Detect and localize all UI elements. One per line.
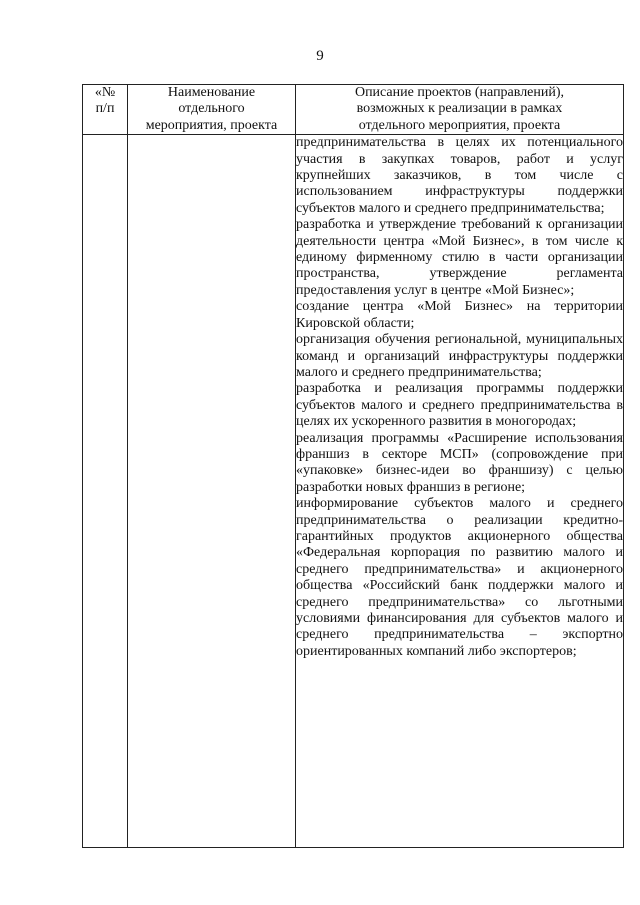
header-name-line: мероприятия, проекта xyxy=(145,117,278,133)
header-number-line: «№ xyxy=(94,85,116,100)
header-name-line: отдельного xyxy=(178,101,245,117)
description-paragraph: информирование субъектов малого и среднего предпринимательства о реализации кредитно-гарантийных продуктов акционерного общества «Федеральная корпорация по развитию малого и среднего предпринимательства» и акционерного общества «Российский банк поддержки малого и среднего предпринимательства» со льготными условиями финансирования для субъектов малого и среднего предпринимательства – экспортно ориентированных компаний либо экспортеров; xyxy=(296,496,623,659)
table-row xyxy=(83,135,624,848)
cell-name xyxy=(128,135,296,848)
description-paragraph: разработка и реализация программы поддержки субъектов малого и среднего предпринимательства в целях их ускоренного развития в моногородах; xyxy=(296,381,623,430)
page-number: 9 xyxy=(316,48,324,64)
header-description-line: возможных к реализации в рамках xyxy=(356,101,563,117)
header-description xyxy=(296,85,624,135)
cell-number xyxy=(83,135,128,848)
header-description-line: Описание проектов (направлений), xyxy=(354,85,565,100)
header-name-line: Наименование xyxy=(167,85,256,100)
cell-description xyxy=(296,135,624,848)
header-name xyxy=(128,85,296,135)
description-paragraph: создание центра «Мой Бизнес» на территории Кировской области; xyxy=(296,299,623,331)
description-paragraph: реализация программы «Расширение использования франшиз в секторе МСП» (сопровождение при «упаковке» бизнес-идеи во франшизу) с целью разработки новых франшиз в регионе; xyxy=(296,430,623,495)
header-number xyxy=(83,85,128,135)
header-number-line: п/п xyxy=(95,101,115,117)
header-description-line: отдельного мероприятия, проекта xyxy=(358,117,561,133)
measures-table xyxy=(82,84,624,848)
table-header-row xyxy=(83,85,624,135)
description-paragraph: организация обучения региональной, муниципальных команд и организаций инфраструктуры поддержки малого и среднего предпринимательства; xyxy=(296,332,623,380)
description-paragraph: предпринимательства в целях их потенциального участия в закупках товаров, работ и услуг крупнейших заказчиков, в том числе с использованием инфраструктуры поддержки субъектов малого и среднего предпринимательства; xyxy=(296,135,623,216)
description-paragraph: разработка и утверждение требований к организации деятельности центра «Мой Бизнес», в том числе к единому фирменному стилю в части организации пространства, утверждение регламента предоставления услуг в центре «Мой Бизнес»; xyxy=(296,217,623,298)
